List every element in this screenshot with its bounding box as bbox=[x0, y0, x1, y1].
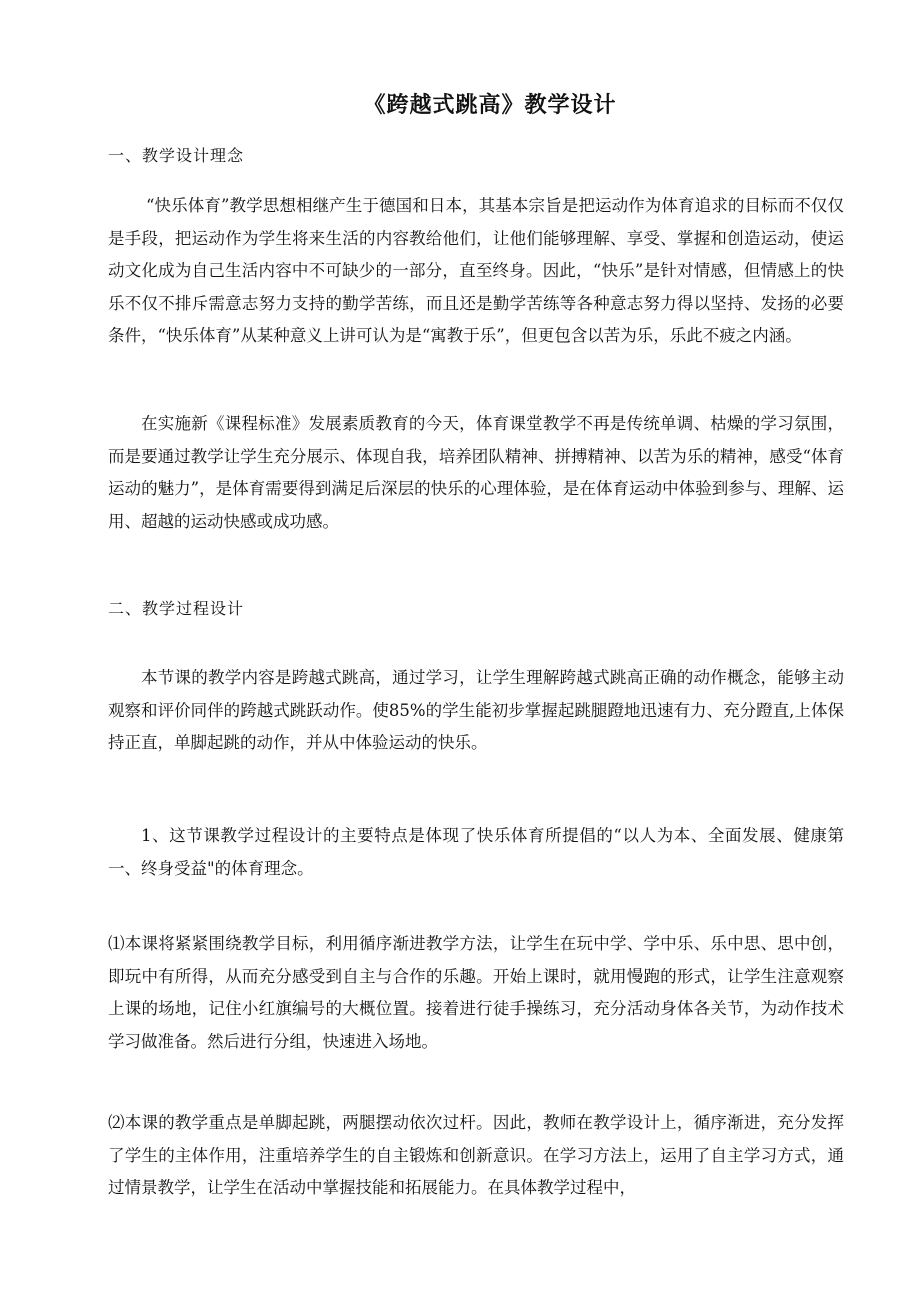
paragraph-item-one: ⑴本课将紧紧围绕教学目标，利用循序渐进教学方法，让学生在玩中学、学中乐、乐中思、思中创，即玩中有所得，从而充分感受到自主与合作的乐趣。开始上课时，就用慢跑的形式，让学生注意观察上课的场地，记住小红旗编号的大概位置。接着进行徒手操练习，充分活动身体各关节，为动作技术学习做准备。然后进行分组，快速进入场地。 bbox=[108, 934, 844, 1051]
section-heading-teaching-concept: 一、教学设计理念 bbox=[108, 146, 245, 165]
section-heading-teaching-process: 二、教学过程设计 bbox=[108, 599, 245, 618]
paragraph-item-two: ⑵本课的教学重点是单脚起跳，两腿摆动依次过杆。因此，教师在教学设计上，循序渐进，充分发挥了学生的主体作用，注重培养学生的自主锻炼和创新意识。在学习方法上，运用了自主学习方式，通过情景教学，让学生在活动中掌握技能和拓展能力。在具体教学过程中， bbox=[108, 1113, 844, 1197]
paragraph-point-one: 1、这节课教学过程设计的主要特点是体现了快乐体育所提倡的“以人为本、全面发展、健康第一、终身受益"的体育理念。 bbox=[108, 826, 844, 878]
document-title: 《跨越式跳高》教学设计 bbox=[363, 92, 617, 118]
paragraph-curriculum-standard: 在实施新《课程标准》发展素质教育的今天，体育课堂教学不再是传统单调、枯燥的学习氛围，而是要通过教学让学生充分展示、体现自我，培养团队精神、拼搏精神、以苦为乐的精神，感受“体育运动的魅力”，是体育需要得到满足后深层的快乐的心理体验，是在体育运动中体验到参与、理解、运用、超越的运动快感或成功感。 bbox=[108, 414, 844, 531]
paragraph-lesson-content: 本节课的教学内容是跨越式跳高，通过学习，让学生理解跨越式跳高正确的动作概念，能够主动观察和评价同伴的跨越式跳跃动作。使85%的学生能初步掌握起跳腿蹬地迅速有力、充分蹬直,上体保持正直，单脚起跳的动作，并从中体验运动的快乐。 bbox=[108, 668, 844, 752]
paragraph-happy-sports: “快乐体育”教学思想相继产生于德国和日本，其基本宗旨是把运动作为体育追求的目标而不仅仅是手段，把运动作为学生将来生活的内容教给他们，让他们能够理解、享受、掌握和创造运动，使运动文化成为自己生活内容中不可缺少的一部分，直至终身。因此，“快乐”是针对情感，但情感上的快乐不仅不排斥需意志努力支持的勤学苦练，而且还是勤学苦练等各种意志努力得以坚持、发扬的必要条件，“快乐体育”从某种意义上讲可认为是“寓教于乐”，但更包含以苦为乐，乐此不疲之内涵。 bbox=[108, 196, 844, 345]
